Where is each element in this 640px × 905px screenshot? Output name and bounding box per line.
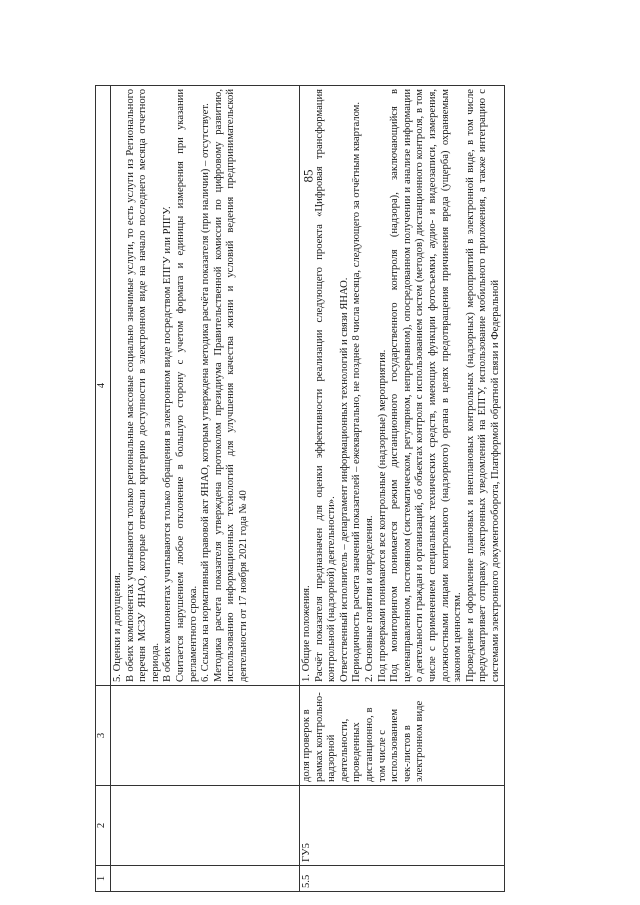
methodology-paragraph: Под проверками понимаются все контрольные (надзорные) мероприятия.	[376, 349, 388, 682]
table-row-continuation	[111, 86, 300, 892]
methodology-paragraph: Под мониторингом понимается режим дистанционного государственного контроля (надзора), заключающийся в целенаправленном, постоянном (систематическом, регулярном, непрерывном), опосредованном получении и анализе информации о деятельности граждан и организаций, об объектах контроля с использованием систем (методов) дистанционного контроля, в том числе с применением специальных технических средств, имеющих функции фотосъемки, аудио- и видеозаписи, измерения, должностными лицами контрольного (надзорного) органа в целях предотвращения причинения вреда (ущерба) охраняемым законом ценностям.	[389, 89, 464, 682]
methodology-paragraph: Методика расчета показателя утверждена протоколом президиума Правительственной комиссии по цифровому развитию, использованию информационных технологий для улучшения качества жизни и условий ведения предпринимательской деятельности от 17 ноября 2021 года № 40	[212, 89, 249, 682]
row-b-indicator: доля проверок в рамках контрольно-надзорной деятельности, проведенных дистанционно, в том числе с использованием чек-листов в электронном виде	[300, 686, 505, 786]
rotated-landscape-page	[95, 86, 640, 892]
row-b-number: 5.5	[300, 866, 505, 892]
indicator-methodology-table	[95, 85, 505, 892]
methodology-paragraph: 2. Основные понятия и определения.	[363, 515, 375, 682]
methodology-paragraph: Ответственный исполнитель – департамент информационных технологий и связи ЯНАО.	[338, 277, 350, 682]
methodology-paragraph: В обеих компонентах учитываются только обращения в электронном виде посредством ЕПГУ или РПГУ.	[162, 206, 174, 682]
methodology-paragraph: 5. Оценки и допущения.	[112, 572, 123, 682]
row-a-number	[111, 866, 300, 892]
row-a-code	[111, 786, 300, 866]
row-a-indicator	[111, 686, 300, 786]
header-cell-3: 3	[96, 686, 111, 786]
methodology-paragraph: Проведение и оформление плановых и внеплановых контрольных (надзорных) мероприятий в электронной виде, в том числе предусматривает отправку электронных уведомлений на ЕПГУ, использование мобильного приложения, а также интеграцию с системами электронного документооборота, Платформой обратной связи и Федеральной	[464, 89, 501, 682]
methodology-paragraph: В обеих компонентах учитываются только региональные массовые социально значимые услуги, то есть услуги из Регионального перечня МСЗУ ЯНАО, которые отвечали критерию доступности в электронном виде на начало последнего месяца отчетного периода.	[124, 89, 161, 682]
methodology-paragraph: Периодичность расчета значений показателей – ежеквартально, не позднее 8 числа месяца, следующего за отчётным кварталом.	[351, 101, 363, 682]
methodology-paragraph: 6. Ссылка на нормативный правовой акт ЯНАО, которым утверждена методика расчёта показателя (при наличии) – отсутствует.	[200, 103, 212, 682]
header-cell-1: 1	[96, 866, 111, 892]
page-number: 85	[300, 169, 316, 183]
header-cell-2: 2	[96, 786, 111, 866]
row-b-code: ГУ5	[300, 786, 505, 866]
methodology-paragraph: Расчёт показателя предназначен для оценки эффективности реализации следующего проекта «Цифровая трансформация контрольной (надзорной) деятельности».	[313, 89, 338, 682]
row-b-methodology	[300, 86, 505, 686]
header-cell-4: 4	[96, 86, 111, 686]
methodology-paragraph: 1. Общие положения.	[301, 585, 312, 682]
methodology-paragraph: Считается нарушением любое отклонение в большую сторону с учетом формата и единицы измерения при указании регламентного срока.	[174, 89, 199, 682]
table-row-5-5	[300, 86, 505, 892]
table-header-row	[96, 86, 111, 892]
row-a-methodology	[111, 86, 300, 686]
